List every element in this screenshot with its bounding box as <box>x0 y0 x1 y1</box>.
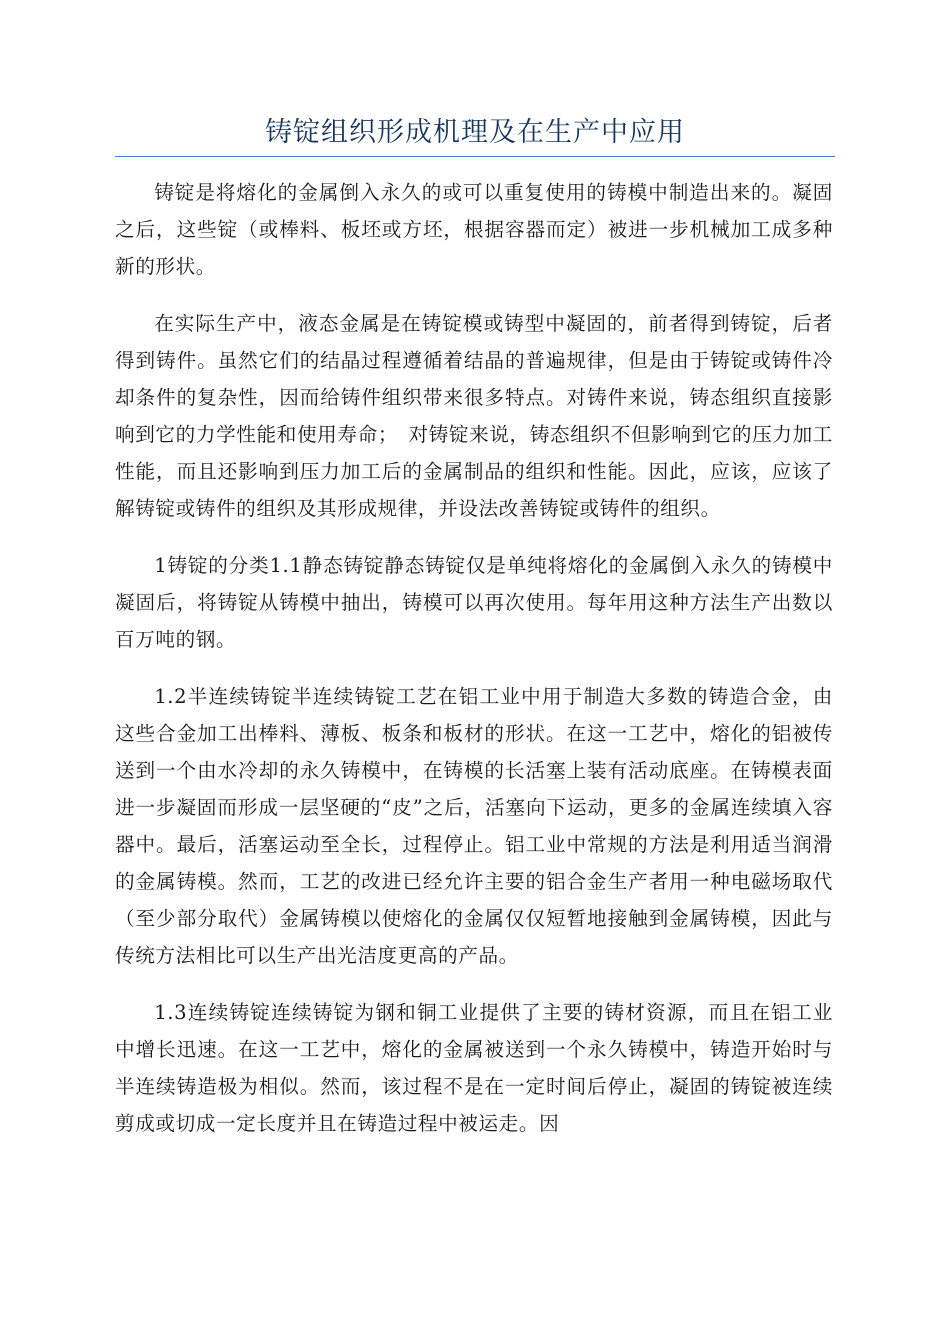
paragraph-intro: 铸锭是将熔化的金属倒入永久的或可以重复使用的铸模中制造出来的。凝固之后，这些锭（或棒料、板坯或方坯，根据容器而定）被进一步机械加工成多种新的形状。 <box>115 181 833 278</box>
paragraph-practice: 在实际生产中，液态金属是在铸锭模或铸型中凝固的，前者得到铸锭，后者得到铸件。虽然它们的结晶过程遵循着结晶的普遍规律，但是由于铸锭或铸件冷却条件的复杂性，因而给铸件组织带来很多特点。对铸件来说，铸态组织直接影响到它的力学性能和使用寿命； 对铸锭来说，铸态组织不但影响到它的压力加工性能，而且还影响到压力加工后的金属制品的组织和性能。因此，应该，应该了解铸锭或铸件的组织及其形成规律，并设法改善铸锭或铸件的组织。 <box>115 312 833 520</box>
title-underline <box>115 112 835 157</box>
paragraph-semi-continuous: 1.2半连续铸锭半连续铸锭工艺在铝工业中用于制造大多数的铸造合金，由这些合金加工出棒料、薄板、板条和板材的形状。在这一工艺中，熔化的铝被传送到一个由水冷却的永久铸模中，在铸模的长活塞上装有活动底座。在铸模表面进一步凝固而形成一层坚硬的“皮”之后，活塞向下运动，更多的金属连续填入容器中。最后，活塞运动至全长，过程停止。铝工业中常规的方法是利用适当润滑的金属铸模。然而，工艺的改进已经允许主要的铝合金生产者用一种电磁场取代（至少部分取代）金属铸模以使熔化的金属仅仅短暂地接触到金属铸模，因此与传统方法相比可以生产出光洁度更高的产品。 <box>115 685 833 967</box>
paragraph-continuous: 1.3连续铸锭连续铸锭为钢和铜工业提供了主要的铸材资源，而且在铝工业中增长迅速。在这一工艺中，熔化的金属被送到一个永久铸模中，铸造开始时与半连续铸造极为相似。然而，该过程不是在一定时间后停止，凝固的铸锭被连续剪成或切成一定长度并且在铸造过程中被运走。因 <box>115 1001 833 1135</box>
paragraph-static-ingot: 1铸锭的分类1.1静态铸锭静态铸锭仅是单纯将熔化的金属倒入永久的铸模中凝固后，将铸锭从铸模中抽出，铸模可以再次使用。每年用这种方法生产出数以百万吨的钢。 <box>115 554 833 651</box>
document-body <box>115 174 833 1162</box>
document-title: 铸锭组织形成机理及在生产中应用 <box>265 117 685 148</box>
